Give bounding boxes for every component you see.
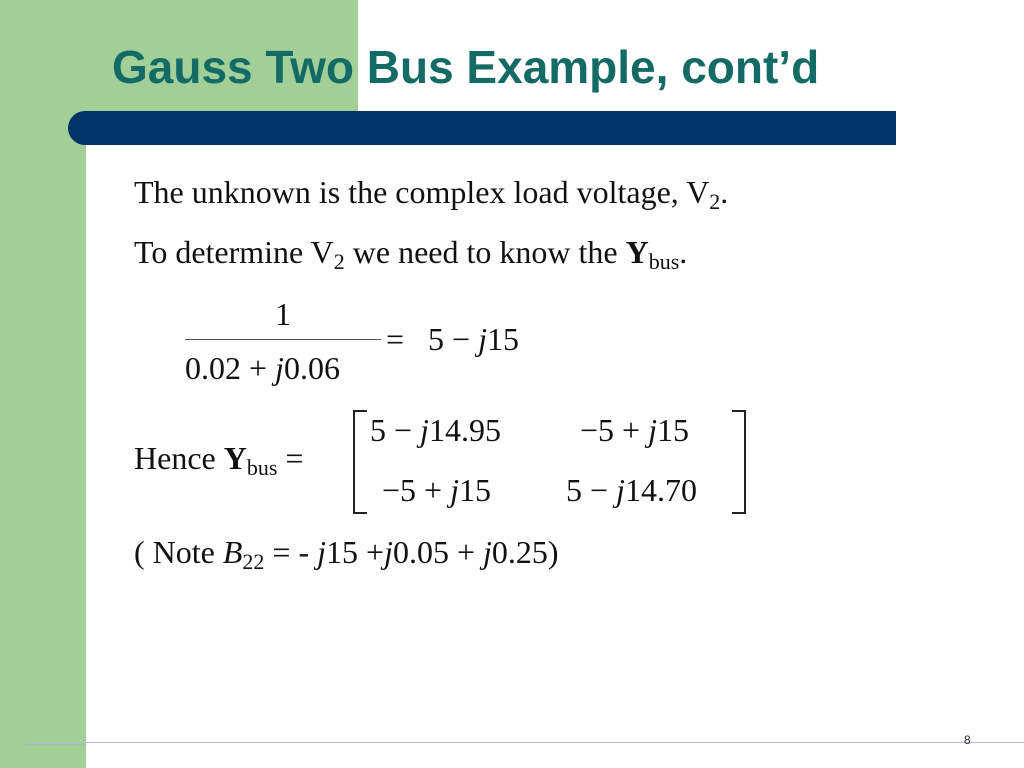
footer-divider — [26, 742, 1024, 743]
text-line-unknown: The unknown is the complex load voltage, $V_2$. — [134, 174, 729, 214]
footer-divider-accent — [26, 744, 86, 745]
fraction-bar — [185, 339, 381, 340]
matrix-cell-r2c2: 5 − j14.70 — [566, 472, 697, 508]
title-underline-bar — [68, 111, 896, 145]
matrix-cell-r1c1: 5 − j14.95 — [370, 412, 501, 448]
matrix-cell-r1c2: −5 + j15 — [580, 412, 689, 448]
fraction-numerator: 1 — [275, 296, 291, 332]
page-number: 8 — [964, 733, 971, 747]
matrix-right-bracket — [732, 410, 746, 514]
matrix-left-bracket — [353, 410, 367, 514]
fraction-result: = 5 − j15 — [386, 321, 519, 357]
slide-title: Gauss Two Bus Example, cont’d — [112, 41, 820, 93]
note-b22: ( Note $B_{22}$ = - j15 +j0.05 + j0.25) — [134, 534, 559, 574]
decor-corner-notch — [86, 145, 126, 185]
hence-ybus-label: Hence $Y_{bus}$ = — [134, 440, 304, 480]
text-line-determine: To determine $V_2$ we need to know the $Y_{bus}$. — [134, 234, 688, 274]
fraction-denominator: 0.02 + j0.06 — [185, 350, 340, 386]
matrix-cell-r2c1: −5 + j15 — [382, 472, 491, 508]
